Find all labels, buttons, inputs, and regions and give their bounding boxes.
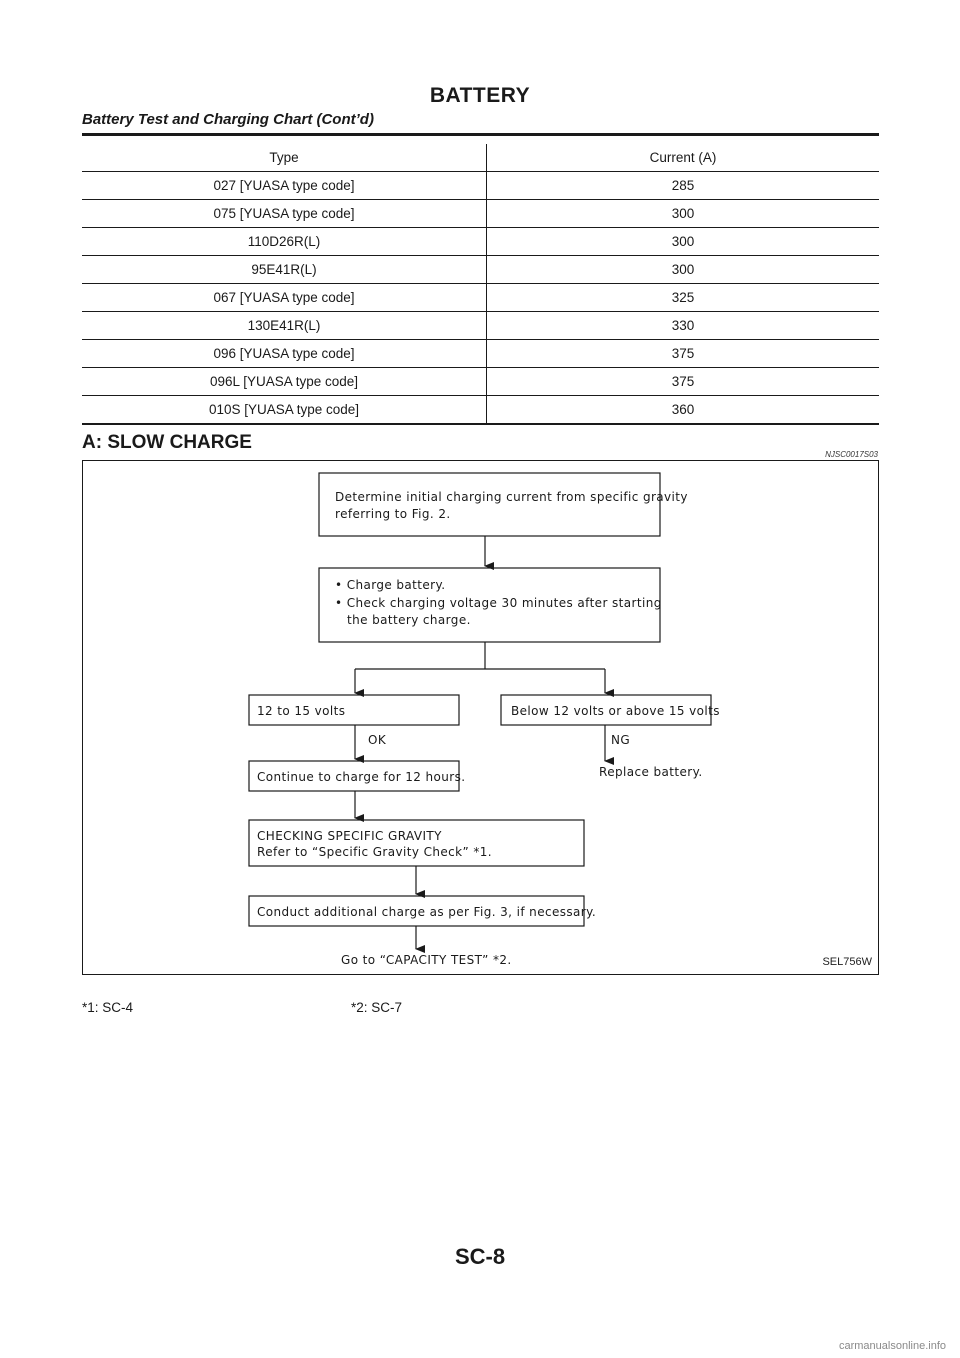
- table-row: [82, 368, 879, 396]
- table-row: [82, 396, 879, 425]
- ng-label: NG: [611, 733, 631, 747]
- type-cell: 110D26R(L): [82, 228, 487, 256]
- box7-label: Conduct additional charge as per Fig. 3, if necessary.: [257, 905, 597, 919]
- box1-line1: Determine initial charging current from specific gravity: [335, 490, 688, 504]
- current-cell: 375: [487, 368, 880, 396]
- box2-line3: the battery charge.: [347, 613, 471, 627]
- footnote-2: *2: SC-7: [351, 1000, 403, 1015]
- current-cell: 325: [487, 284, 880, 312]
- box-checking-specific-gravity: [249, 820, 584, 866]
- type-cell: 096L [YUASA type code]: [82, 368, 487, 396]
- table-header-row: [82, 144, 879, 172]
- page-subtitle: Battery Test and Charging Chart (Cont’d): [82, 111, 374, 128]
- box1-line2: referring to Fig. 2.: [335, 507, 451, 521]
- figure-id: SEL756W: [822, 956, 872, 968]
- box2-line2: • Check charging voltage 30 minutes after starting: [335, 596, 662, 610]
- slow-charge-flowchart: [82, 460, 879, 975]
- flowchart-canvas: [83, 461, 878, 974]
- type-cell: 075 [YUASA type code]: [82, 200, 487, 228]
- current-cell: 330: [487, 312, 880, 340]
- current-cell: 360: [487, 396, 880, 425]
- table-row: [82, 228, 879, 256]
- current-cell: 285: [487, 172, 880, 200]
- ok-label: OK: [368, 733, 387, 747]
- table-row: [82, 172, 879, 200]
- type-cell: 096 [YUASA type code]: [82, 340, 487, 368]
- table-row: [82, 340, 879, 368]
- current-cell: 300: [487, 228, 880, 256]
- type-cell: 067 [YUASA type code]: [82, 284, 487, 312]
- battery-current-table: [82, 144, 879, 425]
- current-cell: 375: [487, 340, 880, 368]
- section-reference-code: NJSC0017S03: [825, 450, 878, 459]
- column-header-current: Current (A): [487, 144, 880, 172]
- box-determine-current: [319, 473, 660, 536]
- page-number: SC-8: [454, 1244, 506, 1269]
- table-row: [82, 312, 879, 340]
- goto-capacity-test: Go to “CAPACITY TEST” *2.: [341, 953, 512, 967]
- current-cell: 300: [487, 256, 880, 284]
- type-cell: 027 [YUASA type code]: [82, 172, 487, 200]
- replace-battery-text: Replace battery.: [599, 765, 703, 779]
- site-watermark: carmanualsonline.info: [838, 1340, 946, 1352]
- box6-line2: Refer to “Specific Gravity Check” *1.: [257, 845, 492, 859]
- page-title: BATTERY: [429, 84, 531, 107]
- box3-label: 12 to 15 volts: [257, 704, 346, 718]
- footnote-1: *1: SC-4: [82, 1000, 134, 1015]
- column-header-type: Type: [82, 144, 487, 172]
- box6-line1: CHECKING SPECIFIC GRAVITY: [257, 829, 442, 843]
- section-title: A: SLOW CHARGE: [82, 432, 252, 453]
- box2-line1: • Charge battery.: [335, 578, 446, 592]
- table-row: [82, 284, 879, 312]
- box4-label: Below 12 volts or above 15 volts: [511, 704, 720, 718]
- header-divider: [82, 133, 879, 136]
- box5-label: Continue to charge for 12 hours.: [257, 770, 466, 784]
- table-row: [82, 256, 879, 284]
- current-cell: 300: [487, 200, 880, 228]
- type-cell: 95E41R(L): [82, 256, 487, 284]
- table-row: [82, 200, 879, 228]
- type-cell: 010S [YUASA type code]: [82, 396, 487, 425]
- type-cell: 130E41R(L): [82, 312, 487, 340]
